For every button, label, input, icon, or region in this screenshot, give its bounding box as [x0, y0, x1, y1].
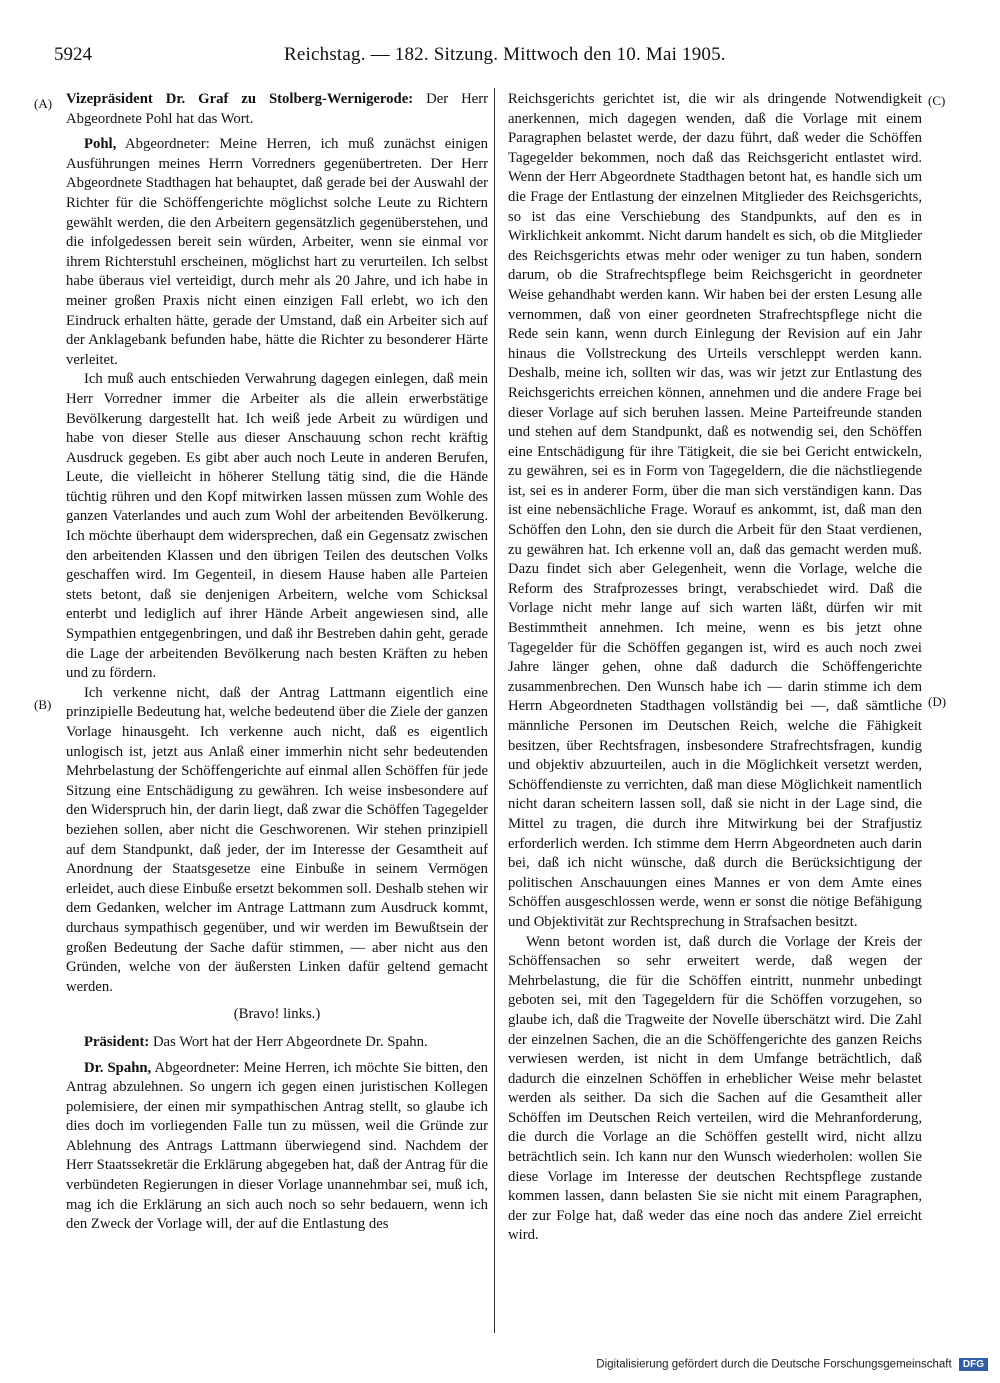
paragraph: Reichsgerichts gerichtet ist, die wir als dringende Notwendigkeit anerkennen, mich dagegen wenden, daß die Vorlage mit einem Paragraphen belastet werde, der dazu führt, daß weder die Schöffen Tagegelder bekommen, noch daß das Reichsgericht entlastet wird. Wenn der Herr Abgeordnete Stadthagen betont hat, es handle sich um die Frage der Entlastung der einzelnen Mitglieder des Reichsgerichts, so ist das eine Verschiebung des Standpunkts, auf den es in Wirklichkeit ankommt. Nicht darum handelt es sich, ob die Mitglieder des Reichsgerichts etwas mehr oder weniger zu tun haben, sondern darum, ob die Strafrechtspflege beim Reichsgericht in geordneter Weise gehandhabt werden kann. Wir haben bei der ersten Lesung alle vernommen, daß von einer geordneten Strafrechtspflege nicht die Rede sein kann, wenn durch Einlegung der Revision auf ein Jahr hinaus die Vollstreckung des Urteils verschleppt werden kann. Deshalb, meine ich, sollten wir das, was wir jetzt zur Entlastung des Reichsgerichts erreichen können, annehmen und die andere Frage bei dieser Vorlage auf sich beruhen lassen. Meine Parteifreunde standen und stehen auf dem Standpunkt, daß es notwendig sei, den Schöffen eine Entschädigung für ihre Tätigkeit, die sie bei Gericht entwickeln, zu gewähren, sei es in Form von Tagegeldern, die die nächstliegende ist, sei es in anderer Form, über die man sich verständigen kann. Das ist eine nebensächliche Frage. Worauf es ankommt, ist, daß man den Schöffen den Lohn, den sie durch die Arbeit für den Staat verdienen, zu gewähren hat. Ich erkenne voll an, daß das gemacht werden muß. Dazu findet sich aber Gelegenheit, wenn die Vorlage, welche die Reform des Strafprozesses bringt, verabschiedet wird. Daß die Vorlage nicht mehr lange auf sich warten läßt, dürfen wir mit Bestimmtheit annehmen. Ich meine, wenn es bis jetzt ohne Tagegelder für die Schöffen gegangen ist, wird es auch noch zwei Jahre länger gehen, ohne daß dadurch die Schöffengerichte zusammenbrechen. Den Wunsch habe ich — darin stimme ich dem Herrn Abgeordneten Stadthagen vollständig bei —, daß sämtliche männliche Personen im Deutschen Reich, welche die Fähigkeit besitzen, über Rechtsfragen, insbesondere Strafrechtsfragen, kundig und objektiv abzuurteilen, auch in die Möglichkeit versetzt werden, Schöffendienste zu verrichten, daß man diese Möglichkeit namentlich nicht daran scheitern lassen soll, daß sie nicht in der Lage sind, die Mittel zu tragen, die durch ihre Mitwirkung bei der Strafjustiz erforderlich werden. Ich stimme dem Herrn Abgeordneten auch darin bei, daß ich nicht wünsche, daß durch die Berücksichtigung der politischen Anschauungen eines Mannes er von dem Amte eines Schöffen ausgeschlossen werde, wenn er sonst die nötige Befähigung und Objektivität zur Rechtsprechung in Strafsachen besitzt. — [508, 91, 922, 930]
paragraph — [66, 1059, 488, 1235]
paragraph-text: Der Herr Abgeordnete Pohl hat das Wort. — [66, 91, 488, 127]
margin-marker-d: (D) — [928, 694, 947, 709]
page-number: 5924 — [54, 44, 92, 65]
dfg-logo: DFG — [959, 1358, 988, 1371]
footer-text: Digitalisierung gefördert durch die Deutsche Forschungsgemeinschaft — [596, 1358, 952, 1371]
paragraph-text: Abgeordneter: Meine Herren, ich möchte Sie bitten, den Antrag abzulehnen. So ungern ich gegen einen juristischen Kollegen polemisiere, der einen mir sympathischen Antrag stellt, so glaube ich dies doch im vorliegenden Falle tun zu müssen, weil die Gründe zur Ablehnung des Antrags Lattmann überwiegend sind. Nachdem der Herr Staatssekretär die Erklärung abgegeben hat, daß der Antrag für die verbündeten Regierungen in dieser Vorlage unannehmbar sei, muß ich, mag ich die Erklärung an sich auch noch so sehr bedauern, wenn ich den Zweck der Vorlage will, der auf die Entlastung des — [66, 1059, 489, 1233]
margin-marker-c: (C) — [928, 93, 946, 108]
paragraph: Ich verkenne nicht, daß der Antrag Lattmann eigentlich eine prinzipielle Bedeutung hat, welche bedeutend über die Ziele der ganzen Vorlage hinausgeht. Ich verkenne auch nicht, daß es eigentlich unlogisch ist, jetzt aus Anlaß einer immerhin nicht sehr bedeutenden Mehrbelastung der Schöffengerichte auf einmal allen Schöffen für jede Sitzung eine Entschädigung zu gewähren. Ich weise insbesondere auf den Widerspruch hin, der darin liegt, daß zwar die Schöffen Tagegelder beziehen sollen, aber nicht die Geschworenen. Wir stehen prinzipiell auf dem Standpunkt, daß jeder, der im Interesse der Gesamtheit auf Anordnung der Staatsgesetze eine Einbuße in seinem Vermögen erleidet, auch diese Einbuße ersetzt bekommen soll. Deshalb stehen wir dem Gedanken, welcher im Antrage Lattmann zum Ausdruck kommt, durchaus sympathisch gegenüber, und wir werden im Bewußtsein der großen Bedeutung der Sache dafür stimmen, — aber nicht aus den Gründen, welche von der äußersten Linken dafür geltend gemacht werden. — [66, 684, 488, 995]
margin-marker-a: (A) — [34, 96, 53, 111]
left-column — [66, 90, 488, 1235]
speaker-name: Pohl, — [84, 136, 117, 153]
paragraph: Wenn betont worden ist, daß durch die Vorlage der Kreis der Schöffensachen so sehr erweitert werde, daß wegen der Mehrbelastung, die für die Schöffen eintritt, nunmehr unbedingt geboten sei, mit den Tagegeldern für die Schöffen vorzugehen, so glaube ich, daß die Tragweite der Novelle überschätzt wird. Die Zahl der einzelnen Sachen, die an die Schöffengerichte des ganzen Reichs verwiesen werden, ist nicht in dem Umfange beträchtlich, daß dadurch die einzelnen Schöffen in erheblicher Weise mehr belastet werden als seither. Da sich die Sachen auf die Gesamtheit aller Schöffen im Deutschen Reich verteilen, wird die Mehranforderung, die durch die Vorlage an die Schöffen gestellt wird, nicht allzu beträchtlich sein. Ich kann nur den Wunsch wiederholen: wollen Sie diese Vorlage im Interesse der deutschen Rechtspflege zustande kommen lassen, dann belasten Sie sie nicht mit einem Paragraphen, der zur Folge hat, daß weder das eine noch das andere Ziel erreicht wird. — [508, 933, 922, 1244]
paragraph — [66, 1033, 488, 1053]
page-header — [54, 44, 940, 68]
paragraph-text: Abgeordneter: Meine Herren, ich muß zunächst einigen Ausführungen meines Herrn Vorredners gegenübertreten. Der Herr Abgeordnete Stadthagen hat behauptet, daß gerade bei der Auswahl der Richter für die Schöffengerichte möglichst solche Leute zu Richtern gewählt werden, die den Arbeitern gegensätzlich gegenüberstehen, und die infolgedessen bereit sein würden, Arbeiter, wenn sie einmal vor ihrem Richterstuhl erscheinen, möglichst hart zu verurteilen. Ich selbst habe überaus viel verteidigt, durch mehr als 20 Jahre, und ich habe in meiner großen Praxis nicht einen einzigen Fall erlebt, wo ich den Eindruck erhalten hätte, gerade der Umstand, daß ein Arbeiter sich auf der Anklagebank befunden habe, hätte die Richter zu besonderer Härte verleitet. — [66, 136, 488, 368]
column-divider — [494, 88, 495, 1333]
footer — [596, 1358, 988, 1371]
paragraph: Ich muß auch entschieden Verwahrung dagegen einlegen, daß mein Herr Vorredner immer die Arbeiter als die allein erwerbstätige Bevölkerung dargestellt hat. Ich weiß jede Arbeit zu würdigen und habe von dieser Stelle aus dieser Anschauung schon recht kräftig Ausdruck gegeben. Es gibt aber auch noch Leute in anderen Berufen, Leute, die vielleicht in höherer Stellung tätig sind, die die Hände tüchtig rühren und den Kopf mitwirken lassen müssen zum Wohle des ganzen Vaterlandes und auch zum Wohl der arbeitenden Bevölkerung. Ich möchte überhaupt dem widersprechen, daß ein Gegensatz zwischen den arbeitenden Klassen und den übrigen Teilen des deutschen Volks geschaffen wird. Im Gegenteil, in diesem Hause haben alle Parteien stets betont, daß sie denjenigen Arbeitern, welche vom Schicksal enterbt und lediglich auf ihrer Hände Arbeit angewiesen sind, alle Sympathien entgegenbringen, und daß ihr Bestreben dahin geht, gerade die Lage der arbeitenden Bevölkerung nach besten Kräften zu heben und zu fördern. — [66, 371, 488, 682]
paragraph-text: Das Wort hat der Herr Abgeordnete Dr. Spahn. — [149, 1033, 428, 1050]
running-title: Reichstag. — 182. Sitzung. Mittwoch den 10. Mai 1905. — [284, 44, 726, 65]
paragraph — [66, 90, 488, 129]
interjection: (Bravo! links.) — [233, 1006, 321, 1023]
speaker-name: Dr. Spahn, — [84, 1059, 152, 1076]
speaker-name: Vizepräsident Dr. Graf zu Stolberg-Wernigerode: — [66, 91, 414, 107]
margin-marker-b: (B) — [34, 697, 52, 712]
speaker-name: Präsident: — [84, 1033, 150, 1050]
right-column — [508, 90, 922, 1246]
paragraph — [66, 135, 488, 370]
